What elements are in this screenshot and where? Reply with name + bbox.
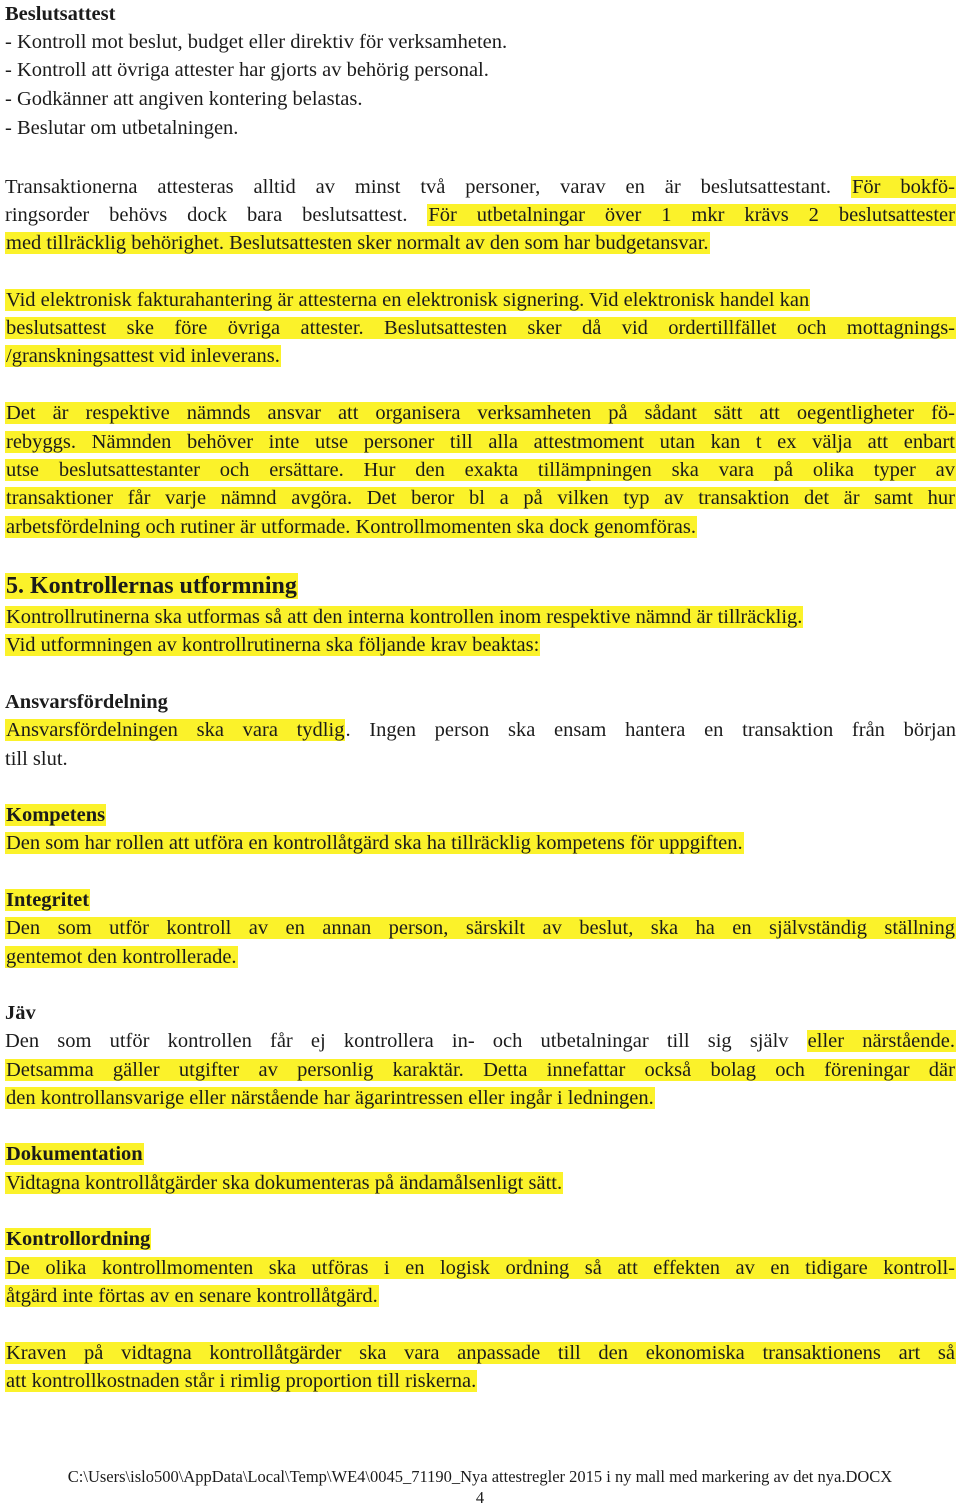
highlighted-text: den kontrollansvarige eller närstående har ägarintressen eller ingår i ledningen. <box>6 1087 654 1109</box>
body-text: Transaktionerna attesteras alltid av minst två personer, varav en är beslutsattestant. <box>5 176 851 198</box>
body-text: - Beslutar om utbetalningen. <box>5 117 239 139</box>
body-text: Den som utför kontrollen får ej kontrollera in- och utbetalningar till sig själv <box>5 1030 807 1052</box>
text-line <box>5 745 68 773</box>
highlighted-text: 5. Kontrollernas utformning <box>6 573 297 599</box>
text-line <box>5 28 507 56</box>
highlighted-text: Vid utformningen av kontrollrutinerna ska följande krav beaktas: <box>6 634 540 656</box>
text-line <box>5 513 697 541</box>
highlighted-text: Det är respektive nämnds ansvar att organisera verksamheten på sådant sätt att oegentligheter fö- <box>6 402 955 424</box>
text-line <box>5 399 956 427</box>
text-line <box>5 428 956 456</box>
body-text: - Kontroll mot beslut, budget eller direktiv för verksamheten. <box>5 31 508 53</box>
text-line <box>5 603 803 631</box>
text-line <box>5 484 956 512</box>
text-line <box>5 914 956 942</box>
text-line <box>5 1225 151 1253</box>
body-text: - Godkänner att angiven kontering belastas. <box>5 88 363 110</box>
highlighted-text: arbetsfördelning och rutiner är utformade. Kontrollmomenten ska dock genomföras. <box>6 516 696 538</box>
text-line <box>5 1056 956 1084</box>
text-line <box>5 829 744 857</box>
text-line <box>5 1282 379 1310</box>
highlighted-text: Kontrollrutinerna ska utformas så att den interna kontrollen inom respektive nämnd är tillräcklig. <box>6 606 803 628</box>
highlighted-text: Den som har rollen att utföra en kontrollåtgärd ska ha tillräcklig kompetens för uppgiften. <box>6 832 743 854</box>
heading-text: Beslutsattest <box>5 3 116 25</box>
heading-text: Integritet <box>6 889 90 911</box>
highlighted-text: gentemot den kontrollerade. <box>6 946 237 968</box>
highlighted-text: eller närstående. <box>807 1030 955 1052</box>
body-text: - Kontroll att övriga attester har gjorts av behörig personal. <box>5 59 489 81</box>
highlighted-text: Vidtagna kontrollåtgärder ska dokumenteras på ändamålsenligt sätt. <box>6 1172 563 1194</box>
highlighted-text: Kraven på vidtagna kontrollåtgärder ska vara anpassade till den ekonomiska transaktionens art så <box>6 1342 955 1364</box>
text-line <box>5 1084 655 1112</box>
highlighted-text: åtgärd inte förtas av en senare kontrollåtgärd. <box>6 1285 378 1307</box>
highlighted-text: att kontrollkostnaden står i rimlig proportion till riskerna. <box>6 1370 477 1392</box>
text-line <box>5 114 238 142</box>
text-line <box>5 173 956 201</box>
footer-file-path: C:\Users\islo500\AppData\Local\Temp\WE4\0045_71190_Nya attestregler 2015 i ny mall med markering av det nya.DOCX <box>67 1467 893 1486</box>
text-line <box>5 999 36 1027</box>
text-line <box>5 286 810 314</box>
text-line <box>5 229 710 257</box>
text-line <box>5 1027 956 1055</box>
text-line <box>5 801 106 829</box>
heading-text: Kompetens <box>6 804 106 826</box>
text-line <box>5 201 956 229</box>
text-line <box>5 85 363 113</box>
text-line <box>5 1169 563 1197</box>
body-text: till slut. <box>5 748 68 770</box>
heading-text: Kontrollordning <box>6 1228 151 1250</box>
heading-text: Jäv <box>5 1002 36 1024</box>
text-line <box>5 1254 956 1282</box>
text-line <box>5 456 956 484</box>
highlighted-text: Den som utför kontroll av en annan person, särskilt av beslut, ska ha en självständig ställning <box>6 917 955 939</box>
footer-page-number: 4 <box>475 1488 485 1507</box>
highlighted-text: För utbetalningar över 1 mkr krävs 2 beslutsattester <box>428 204 955 226</box>
text-line <box>5 1140 144 1168</box>
text-line <box>5 943 238 971</box>
body-text: . Ingen person ska ensam hantera en transaktion från början <box>345 719 956 741</box>
text-line <box>5 631 540 659</box>
text-line <box>5 314 956 342</box>
text-line <box>5 0 115 28</box>
text-line <box>5 342 281 370</box>
highlighted-text: För bokfö- <box>851 176 955 198</box>
text-line <box>5 1339 956 1367</box>
highlighted-text: beslutsattest ske före övriga attester. Beslutsattesten sker då vid ordertillfället och mottagnings- <box>6 317 955 339</box>
highlighted-text: Vid elektronisk fakturahantering är attesterna en elektronisk signering. Vid elektronisk handel kan <box>6 289 810 311</box>
highlighted-text: rebyggs. Nämnden behöver inte utse personer till alla attestmoment utan kan t ex välja att enbart <box>6 431 955 453</box>
heading-text: Dokumentation <box>6 1143 143 1165</box>
highlighted-text: transaktioner får varje nämnd avgöra. Det beror bl a på vilken typ av transaktion det är samt hur <box>6 487 955 509</box>
highlighted-text: Detsamma gäller utgifter av personlig karaktär. Detta innefattar också bolag och föreningar där <box>6 1059 955 1081</box>
text-line <box>5 56 489 84</box>
body-text: ringsorder behövs dock bara beslutsattest. <box>5 204 428 226</box>
heading-text: Ansvarsfördelning <box>5 691 168 713</box>
text-line <box>5 688 168 716</box>
highlighted-text: med tillräcklig behörighet. Beslutsattesten sker normalt av den som har budgetansvar. <box>6 232 709 254</box>
section-heading <box>5 572 298 600</box>
highlighted-text: Ansvarsfördelningen ska vara tydlig <box>6 719 345 741</box>
highlighted-text: utse beslutsattestanter och ersättare. Hur den exakta tillämpningen ska vara på olika typer av <box>6 459 955 481</box>
highlighted-text: De olika kontrollmomenten ska utföras i en logisk ordning så att effekten av en tidigare kontroll- <box>6 1257 955 1279</box>
text-line <box>5 886 90 914</box>
highlighted-text: /granskningsattest vid inleverans. <box>6 345 280 367</box>
text-line <box>5 1367 477 1395</box>
text-line <box>5 716 956 744</box>
